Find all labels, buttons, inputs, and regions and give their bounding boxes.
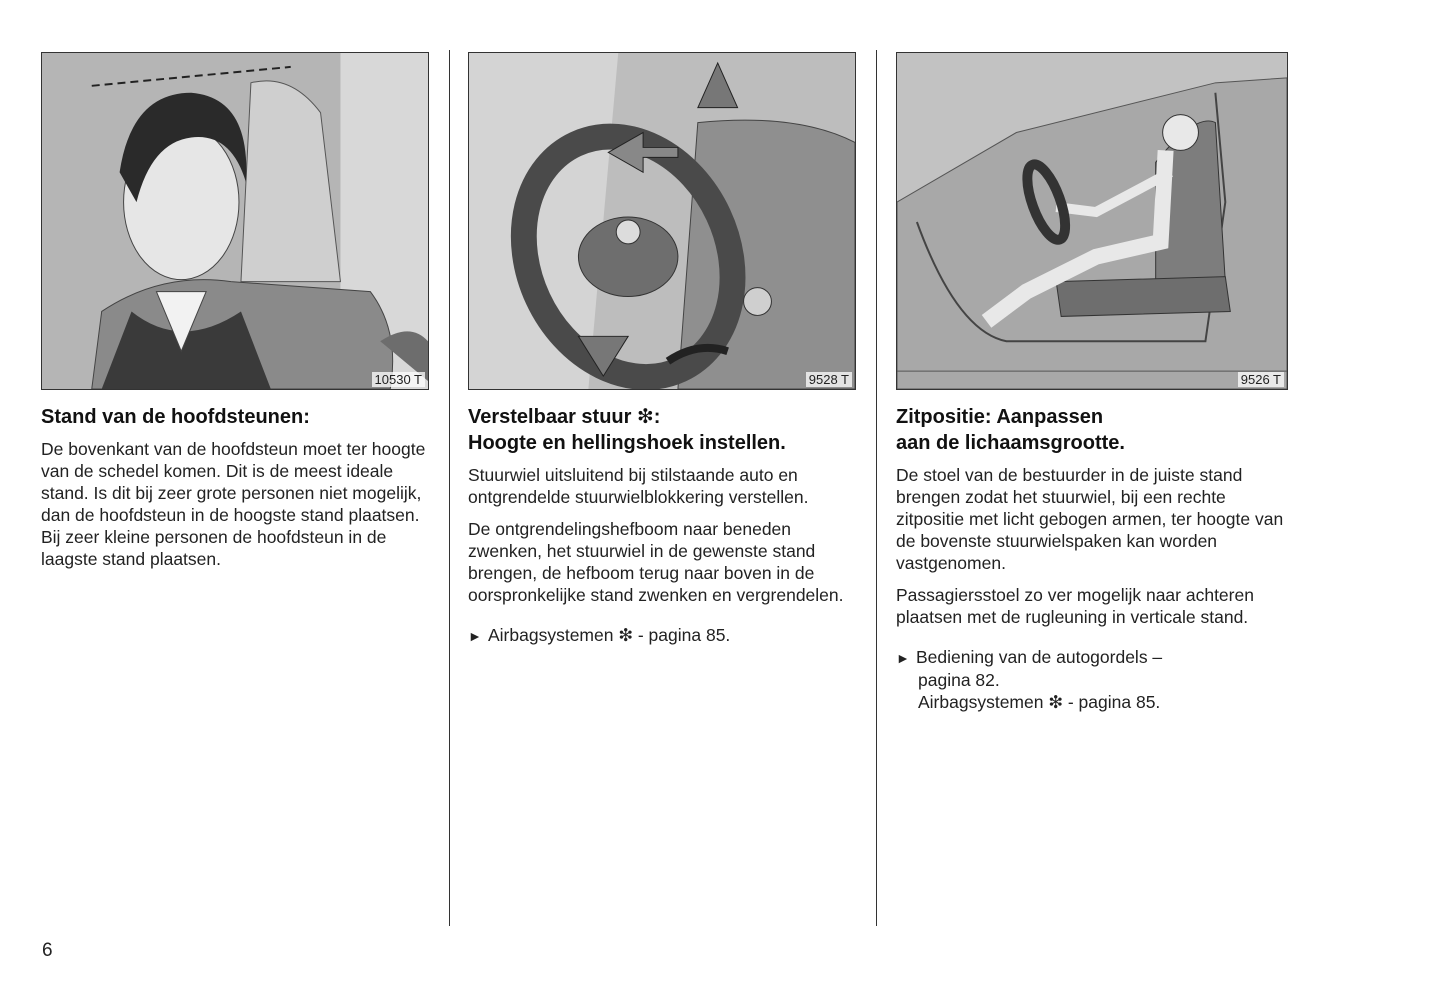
section-heading bbox=[468, 404, 856, 456]
column-headrest bbox=[41, 52, 429, 580]
headrest-drawing bbox=[42, 53, 428, 389]
column-seat-position bbox=[896, 52, 1288, 713]
reference-link[interactable]: Airbagsystemen ❇ - pagina 85. bbox=[488, 625, 731, 645]
page-number: 6 bbox=[42, 940, 53, 961]
reference-link[interactable]: Airbagsystemen ❇ - pagina 85. bbox=[918, 692, 1161, 712]
seat-drawing bbox=[897, 53, 1287, 389]
reference-link[interactable]: Bediening van de autogordels – bbox=[916, 647, 1163, 667]
steering-drawing bbox=[469, 53, 855, 389]
column-divider bbox=[449, 50, 450, 926]
heading-line: aan de lichaamsgrootte. bbox=[896, 432, 1125, 454]
heading-line: Verstelbaar stuur ❇: bbox=[468, 406, 661, 428]
figure-code: 9526 T bbox=[1238, 372, 1284, 387]
body-paragraph: Stuurwiel uitsluitend bij stilstaande auto en ontgrendelde stuurwielblokkering verstellen. bbox=[468, 465, 809, 507]
body-paragraph: De ontgrendelingshefboom naar beneden zwenken, het stuurwiel in de gewenste stand brengen, de hefboom terug naar boven in de oorspronkelijke stand zwenken en vergrendelen. bbox=[468, 519, 844, 605]
headrest-illustration bbox=[41, 52, 429, 390]
cross-reference bbox=[896, 646, 1288, 713]
column-steering bbox=[468, 52, 856, 647]
seat-illustration bbox=[896, 52, 1288, 390]
steering-illustration bbox=[468, 52, 856, 390]
reference-page[interactable]: pagina 82. bbox=[918, 670, 1000, 690]
figure-code: 9528 T bbox=[806, 372, 852, 387]
section-heading bbox=[896, 404, 1288, 456]
body-paragraph: De stoel van de bestuurder in de juiste stand brengen zodat het stuurwiel, bij een rechte zitpositie met licht gebogen armen, ter hoogte van de bovenste stuurwielspaken kan worden vastgenomen. bbox=[896, 465, 1284, 573]
arrow-icon: ► bbox=[896, 650, 910, 666]
body-paragraph: Passagiersstoel zo ver mogelijk naar achteren plaatsen met de rugleuning in verticale stand. bbox=[896, 585, 1254, 627]
column-divider bbox=[876, 50, 877, 926]
body-paragraph: De bovenkant van de hoofdsteun moet ter hoogte van de schedel komen. Dit is de meest ideale stand. Is dit bij zeer grote personen niet mogelijk, dan de hoofdsteun in de hoogste stand plaatsen. Bij zeer kleine personen de hoofdsteun in de laagste stand plaatsen. bbox=[41, 439, 426, 569]
section-heading: Stand van de hoofdsteunen: bbox=[41, 406, 310, 428]
figure-code: 10530 T bbox=[372, 372, 425, 387]
cross-reference bbox=[468, 624, 856, 647]
heading-line: Hoogte en hellingshoek instellen. bbox=[468, 432, 786, 454]
heading-line: Zitpositie: Aanpassen bbox=[896, 406, 1104, 428]
arrow-icon: ► bbox=[468, 628, 482, 644]
